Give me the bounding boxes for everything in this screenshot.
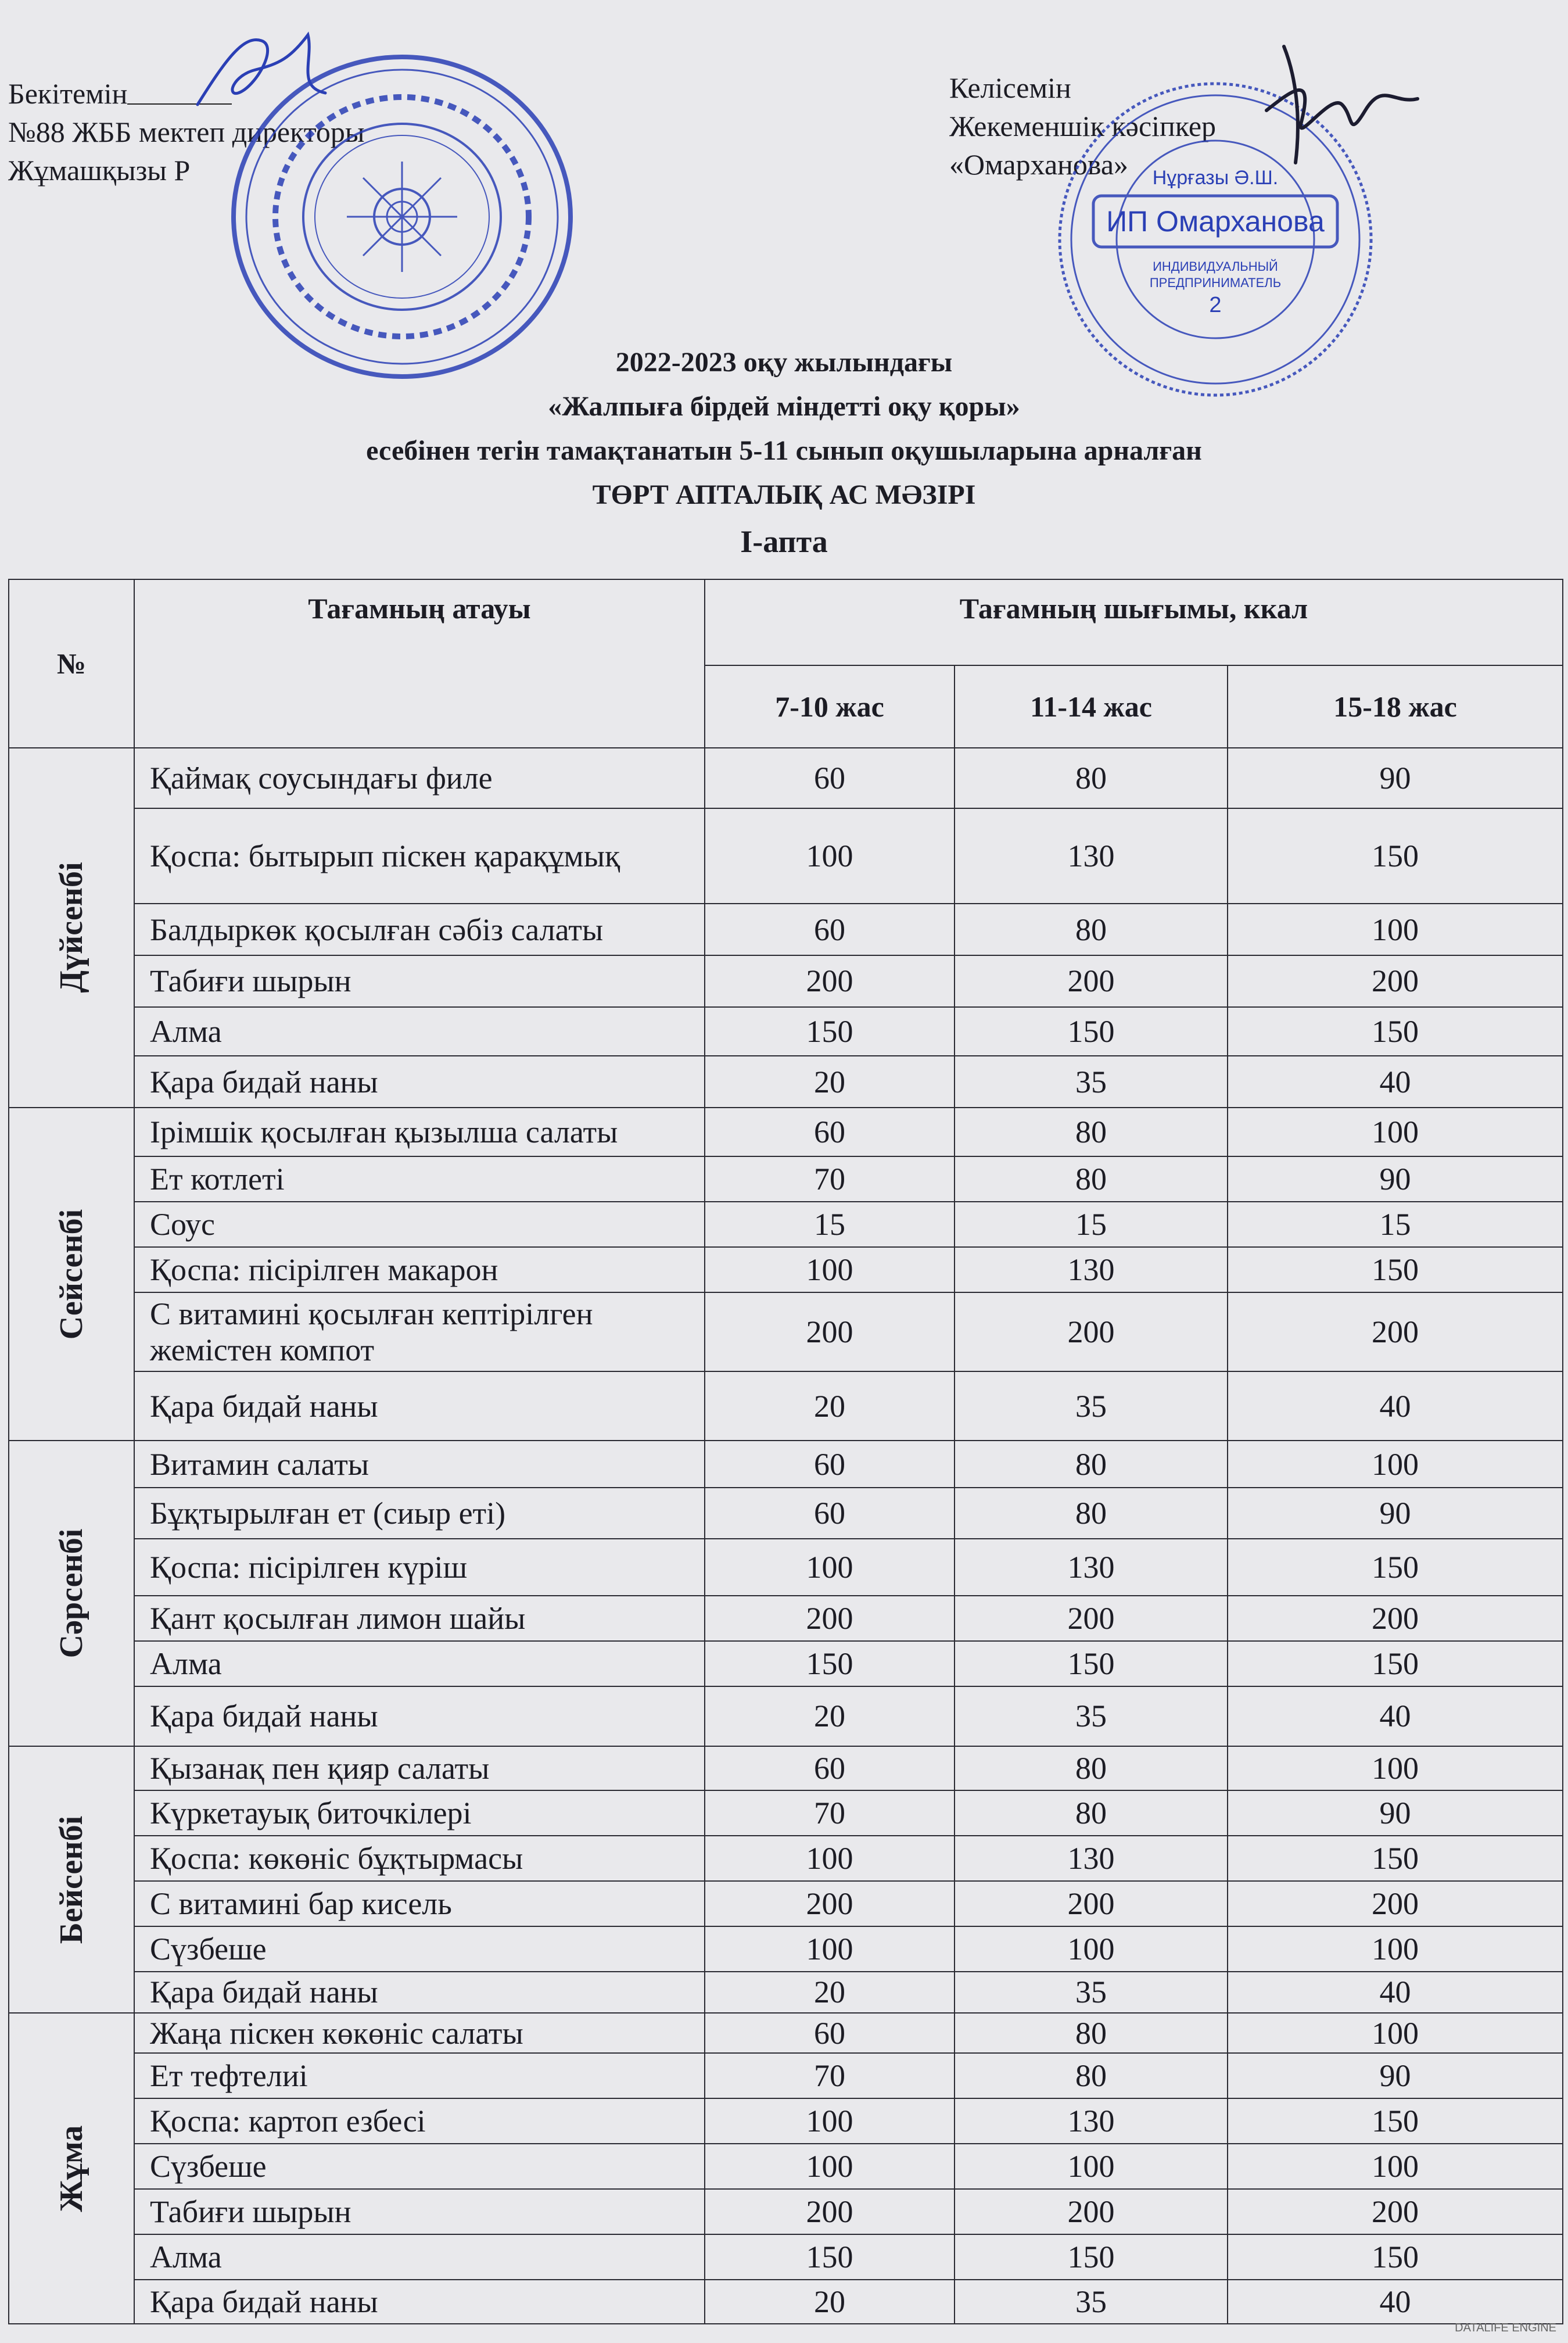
dish-name: Қоспа: бытырып піскен қарақұмық (134, 808, 705, 904)
dish-name: Сүзбеше (134, 1926, 705, 1972)
stamp-person-name: Нұрғазы Ә.Ш. (1152, 167, 1279, 189)
dish-name: Алма (134, 2234, 705, 2280)
yield-value: 100 (705, 1539, 955, 1595)
yield-value: 20 (705, 2280, 955, 2324)
yield-value: 15 (705, 1202, 955, 1247)
header-number: № (9, 579, 134, 748)
dish-name: Витамин салаты (134, 1441, 705, 1487)
table-row (9, 748, 1563, 808)
dish-name: Алма (134, 1007, 705, 1056)
table-row (9, 2053, 1563, 2098)
yield-value: 20 (705, 1972, 955, 2013)
menu-body (9, 748, 1563, 2324)
table-row (9, 2280, 1563, 2324)
yield-value: 40 (1228, 1371, 1563, 1441)
yield-value: 200 (1228, 1292, 1563, 1371)
header-age-15-18: 15-18 жас (1228, 665, 1563, 748)
yield-value: 60 (705, 1488, 955, 1539)
dish-name: Бұқтырылған ет (сиыр еті) (134, 1488, 705, 1539)
yield-value: 100 (705, 808, 955, 904)
yield-value: 100 (705, 1836, 955, 1881)
yield-value: 130 (955, 808, 1228, 904)
yield-value: 90 (1228, 1488, 1563, 1539)
yield-value: 70 (705, 2053, 955, 2098)
approve-label: Бекітемін (8, 77, 128, 110)
yield-value: 200 (705, 1596, 955, 1641)
yield-value: 100 (1228, 2013, 1563, 2053)
table-row (9, 955, 1563, 1007)
yield-value: 60 (705, 904, 955, 955)
yield-value: 60 (705, 2013, 955, 2053)
table-row (9, 2189, 1563, 2234)
yield-value: 35 (955, 1686, 1228, 1747)
table-row (9, 2234, 1563, 2280)
table-row (9, 1926, 1563, 1972)
table-row (9, 1746, 1563, 1790)
yield-value: 40 (1228, 1056, 1563, 1108)
yield-value: 80 (955, 1746, 1228, 1790)
approve-name: Жұмашқызы Р (8, 154, 191, 187)
header-yield: Тағамның шығымы, ккал (705, 579, 1563, 665)
dish-name: Табиғи шырын (134, 955, 705, 1007)
director-signature (192, 23, 331, 116)
yield-value: 80 (955, 2013, 1228, 2053)
table-row (9, 904, 1563, 955)
yield-value: 150 (1228, 1641, 1563, 1686)
yield-value: 100 (1228, 1108, 1563, 1156)
dish-name: Қоспа: пісірілген күріш (134, 1539, 705, 1595)
table-row (9, 1247, 1563, 1292)
yield-value: 35 (955, 1056, 1228, 1108)
yield-value: 150 (955, 2234, 1228, 2280)
yield-value: 150 (705, 1641, 955, 1686)
yield-value: 100 (705, 2098, 955, 2144)
watermark-logo: DATALIFE ENGINE (1455, 2321, 1556, 2334)
yield-value: 150 (1228, 2234, 1563, 2280)
yield-value: 70 (705, 1156, 955, 1202)
table-row (9, 1007, 1563, 1056)
yield-value: 150 (705, 2234, 955, 2280)
dish-name: Қара бидай наны (134, 1972, 705, 2013)
agree-position: Жекеменшік кәсіпкер (949, 110, 1217, 142)
yield-value: 200 (955, 955, 1228, 1007)
dish-name: Қара бидай наны (134, 1371, 705, 1441)
day-label: Дүйсенбі (53, 862, 89, 993)
table-row (9, 1641, 1563, 1686)
table-row (9, 1441, 1563, 1487)
dish-name: Табиғи шырын (134, 2189, 705, 2234)
yield-value: 90 (1228, 2053, 1563, 2098)
dish-name: Ет котлеті (134, 1156, 705, 1202)
yield-value: 15 (955, 1202, 1228, 1247)
dish-name: Қаймақ соусындағы филе (134, 748, 705, 808)
dish-name: Ірімшік қосылған қызылша салаты (134, 1108, 705, 1156)
yield-value: 100 (705, 1926, 955, 1972)
stamp-line-a: ИНДИВИДУАЛЬНЫЙ (1153, 259, 1278, 274)
table-row (9, 1686, 1563, 1747)
yield-value: 150 (1228, 2098, 1563, 2144)
table-row (9, 1881, 1563, 1926)
yield-value: 200 (705, 1292, 955, 1371)
yield-value: 20 (705, 1371, 955, 1441)
yield-value: 100 (1228, 904, 1563, 955)
yield-value: 130 (955, 2098, 1228, 2144)
yield-value: 80 (955, 1441, 1228, 1487)
yield-value: 40 (1228, 1686, 1563, 1747)
yield-value: 150 (1228, 1247, 1563, 1292)
yield-value: 40 (1228, 2280, 1563, 2324)
yield-value: 80 (955, 1790, 1228, 1836)
yield-value: 90 (1228, 1156, 1563, 1202)
yield-value: 100 (955, 1926, 1228, 1972)
yield-value: 200 (1228, 1881, 1563, 1926)
yield-value: 70 (705, 1790, 955, 1836)
yield-value: 100 (705, 1247, 955, 1292)
approve-position: №88 ЖББ мектеп директоры (8, 116, 365, 148)
yield-value: 100 (1228, 1441, 1563, 1487)
dish-name: Қоспа: пісірілген макарон (134, 1247, 705, 1292)
dish-name: С витамині қосылған кептірілген жемістен компот (134, 1292, 705, 1371)
yield-value: 100 (955, 2144, 1228, 2189)
table-row (9, 1056, 1563, 1108)
yield-value: 35 (955, 2280, 1228, 2324)
yield-value: 150 (1228, 808, 1563, 904)
table-row (9, 808, 1563, 904)
yield-value: 35 (955, 1972, 1228, 2013)
yield-value: 200 (955, 2189, 1228, 2234)
yield-value: 80 (955, 904, 1228, 955)
yield-value: 150 (1228, 1007, 1563, 1056)
yield-value: 80 (955, 1108, 1228, 1156)
yield-value: 150 (955, 1641, 1228, 1686)
yield-value: 200 (705, 2189, 955, 2234)
table-row (9, 1596, 1563, 1641)
yield-value: 200 (1228, 955, 1563, 1007)
week-label: I-апта (740, 524, 828, 559)
stamp-company-name: ИП Омарханова (1106, 205, 1325, 238)
day-cell (9, 1108, 134, 1441)
dish-name: Қара бидай наны (134, 1056, 705, 1108)
yield-value: 20 (705, 1686, 955, 1747)
yield-value: 40 (1228, 1972, 1563, 2013)
table-row (9, 1972, 1563, 2013)
yield-value: 200 (955, 1292, 1228, 1371)
dish-name: Балдыркөк қосылған сәбіз салаты (134, 904, 705, 955)
stamp-number: 2 (1209, 293, 1222, 317)
yield-value: 60 (705, 1441, 955, 1487)
table-row (9, 1539, 1563, 1595)
yield-value: 130 (955, 1539, 1228, 1595)
day-label: Жұма (53, 2125, 89, 2212)
dish-name: Алма (134, 1641, 705, 1686)
day-cell (9, 1746, 134, 2013)
header-age-11-14: 11-14 жас (955, 665, 1228, 748)
yield-value: 60 (705, 748, 955, 808)
stamp-line-b: ПРЕДПРИНИМАТЕЛЬ (1149, 275, 1282, 290)
yield-value: 200 (705, 955, 955, 1007)
day-label: Бейсенбі (53, 1815, 89, 1944)
table-row (9, 1488, 1563, 1539)
dish-name: Ет тефтелиі (134, 2053, 705, 2098)
document-title (0, 341, 1568, 564)
menu-table (8, 579, 1563, 2324)
entrepreneur-signature (1249, 41, 1423, 169)
day-cell (9, 748, 134, 1108)
yield-value: 90 (1228, 748, 1563, 808)
agree-name: «Омарханова» (949, 148, 1129, 181)
title-line-1: 2022-2023 оқу жылындағы (615, 347, 953, 378)
title-line-2: «Жалпыға бірдей міндетті оқу қоры» (548, 391, 1020, 422)
agree-label: Келісемін (949, 71, 1071, 104)
dish-name: Соус (134, 1202, 705, 1247)
table-row (9, 1292, 1563, 1371)
table-row (9, 2144, 1563, 2189)
dish-name: Қызанақ пен қияр салаты (134, 1746, 705, 1790)
yield-value: 200 (955, 1596, 1228, 1641)
yield-value: 200 (1228, 1596, 1563, 1641)
table-row (9, 2098, 1563, 2144)
yield-value: 100 (1228, 1926, 1563, 1972)
yield-value: 200 (955, 1881, 1228, 1926)
dish-name: Қара бидай наны (134, 1686, 705, 1747)
yield-value: 90 (1228, 1790, 1563, 1836)
dish-name: Қоспа: картоп езбесі (134, 2098, 705, 2144)
dish-name: С витамині бар кисель (134, 1881, 705, 1926)
yield-value: 20 (705, 1056, 955, 1108)
dish-name: Сүзбеше (134, 2144, 705, 2189)
yield-value: 35 (955, 1371, 1228, 1441)
yield-value: 130 (955, 1247, 1228, 1292)
yield-value: 150 (955, 1007, 1228, 1056)
table-row (9, 1371, 1563, 1441)
yield-value: 15 (1228, 1202, 1563, 1247)
yield-value: 150 (1228, 1539, 1563, 1595)
dish-name: Қара бидай наны (134, 2280, 705, 2324)
yield-value: 150 (1228, 1836, 1563, 1881)
day-label: Сейсенбі (53, 1209, 89, 1339)
day-cell (9, 2013, 134, 2324)
table-row (9, 1108, 1563, 1156)
yield-value: 130 (955, 1836, 1228, 1881)
yield-value: 80 (955, 1156, 1228, 1202)
day-cell (9, 1441, 134, 1746)
dish-name: Күркетауық биточкілері (134, 1790, 705, 1836)
yield-value: 150 (705, 1007, 955, 1056)
dish-name: Қант қосылған лимон шайы (134, 1596, 705, 1641)
yield-value: 100 (1228, 2144, 1563, 2189)
yield-value: 80 (955, 1488, 1228, 1539)
yield-value: 80 (955, 748, 1228, 808)
yield-value: 60 (705, 1746, 955, 1790)
dish-name: Қоспа: көкөніс бұқтырмасы (134, 1836, 705, 1881)
yield-value: 100 (1228, 1746, 1563, 1790)
yield-value: 80 (955, 2053, 1228, 2098)
table-row (9, 1202, 1563, 1247)
title-line-4: ТӨРТ АПТАЛЫҚ АС МӘЗІРІ (592, 479, 976, 510)
dish-name: Жаңа піскен көкөніс салаты (134, 2013, 705, 2053)
title-line-3: есебінен тегін тамақтанатын 5-11 сынып оқушыларына арналған (366, 435, 1202, 466)
yield-value: 200 (705, 1881, 955, 1926)
yield-value: 200 (1228, 2189, 1563, 2234)
header-age-7-10: 7-10 жас (705, 665, 955, 748)
table-row (9, 1836, 1563, 1881)
table-row (9, 1790, 1563, 1836)
day-label: Сәрсенбі (53, 1529, 89, 1658)
yield-value: 100 (705, 2144, 955, 2189)
yield-value: 60 (705, 1108, 955, 1156)
header-dish-name: Тағамның атауы (134, 579, 705, 748)
table-row (9, 2013, 1563, 2053)
table-row (9, 1156, 1563, 1202)
